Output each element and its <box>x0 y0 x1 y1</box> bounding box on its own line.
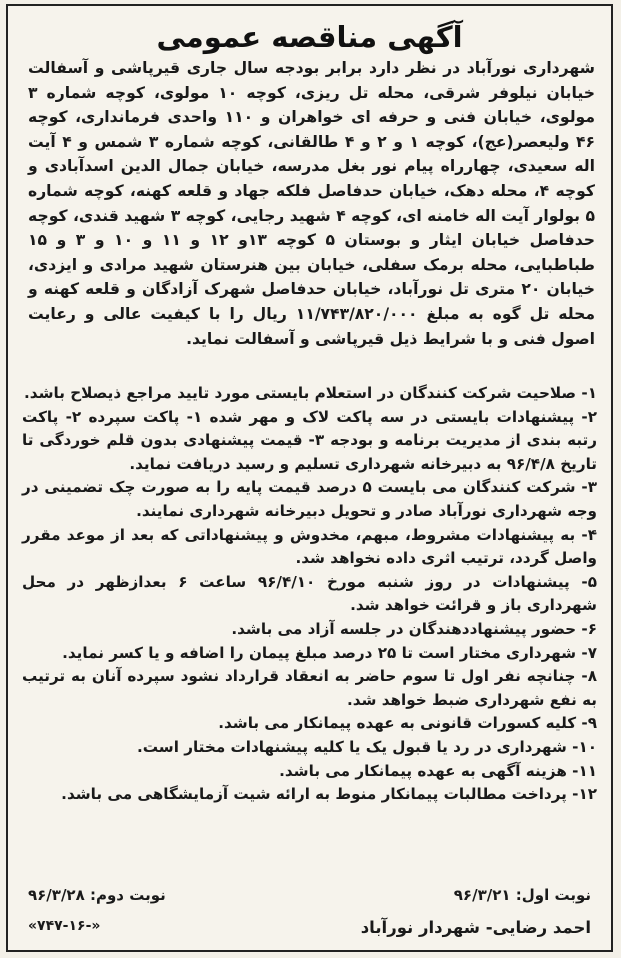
intro-paragraph: شهرداری نورآباد در نظر دارد برابر بودجه سال جاری قیرپاشی و آسفالت خیابان نیلوفر شرقی، محله تل ریزی، کوچه ۱۰ مولوی، کوچه شماره ۳ مولوی، خیابان فنی و حرفه ای خواهران و ۱۱۰ واحدی فرمانداری، کوچه ۴۶ ولیعصر(عج)، کوچه ۱ و ۲ و ۴ طالقانی، کوچه شماره ۳ شمس و ۴ آیت اله سعیدی، چهارراه پیام نور بغل مدرسه، خیابان جمال الدین اسدآبادی و کوچه ۴، محله دهک، خیابان حدفاصل فلکه جهاد و قلعه کهنه، کوچه شماره ۵ بولوار آیت اله خامنه ای، کوچه ۴ شهید رجایی، کوچه ۳ شهید قندی، کوچه حدفاصل خیابان ایثار و بوستان ۵ کوچه ۱۳و ۱۲ و ۱۱ و ۱۰ و ۳ و ۱۵ طباطبایی، محله برمک سفلی، خیابان بین هنرستان شهید مرادی و ایزدی، خیابان ۲۰ متری تل نورآباد، خیابان حدفاصل شهرک آزادگان و قلعه کهنه و محله تل گوه به مبلغ ۱۱/۷۴۳/۸۲۰/۰۰۰ ریال را با کیفیت عالی و رعایت اصول فنی و با شرایط ذیل قیرپاشی و آسفالت نماید. <box>28 59 595 348</box>
conditions-list <box>22 382 597 807</box>
condition-item: ۵- پیشنهادات در روز شنبه مورخ ۹۶/۴/۱۰ ساعت ۶ بعدازظهر در محل شهرداری باز و قرائت خواهد شد. <box>22 572 597 615</box>
condition-item: ۱۰- شهرداری در رد یا قبول یک یا کلیه پیشنهادات مختار است. <box>136 737 597 756</box>
condition-item: ۳- شرکت کنندگان می بایست ۵ درصد قیمت پایه را به صورت چک تضمینی در وجه شهرداری نورآباد صادر و تحویل دبیرخانه شهرداری نمایند. <box>22 478 597 520</box>
notice-title: آگهی مناقصه عمومی <box>156 20 463 54</box>
second-notice-date: نوبت دوم: ۹۶/۳/۲۸ <box>28 886 166 904</box>
signature-row <box>28 918 591 937</box>
condition-item: ۷- شهرداری مختار است تا ۲۵ درصد مبلغ پیمان را اضافه و یا کسر نماید. <box>62 643 597 662</box>
notice-frame <box>6 4 613 952</box>
reference-code: «۷۴۷-۱۶-» <box>28 918 101 934</box>
condition-item: ۱۲- پرداخت مطالبات پیمانکار منوط به ارائه شیت آزمایشگاهی می باشد. <box>61 785 597 804</box>
first-notice-date: نوبت اول: ۹۶/۳/۲۱ <box>453 886 591 904</box>
signature: احمد رضایی- شهردار نورآباد <box>360 918 591 937</box>
condition-item: ۱- صلاحیت شرکت کنندگان در استعلام بایستی مورد تایید مراجع ذیصلاح باشد. <box>24 384 597 402</box>
condition-item: ۲- پیشنهادات بایستی در سه پاکت لاک و مهر شده ۱- پاکت سپرده ۲- پاکت رتبه بندی از مدیریت برنامه و بودجه ۳- قیمت پیشنهادی بدون قلم خوردگی تا تاریخ ۹۶/۴/۸ به دبیرخانه شهرداری تسلیم و رسید دریافت نماید. <box>22 407 598 473</box>
condition-item: ۴- به پیشنهادات مشروط، مبهم، مخدوش و پیشنهاداتی که بعد از موعد مقرر واصل گردد، ترتیب اثری داده نخواهد شد. <box>22 525 597 568</box>
condition-item: ۹- کلیه کسورات قانونی به عهده پیمانکار می باشد. <box>218 714 597 733</box>
condition-item: ۶- حضور پیشنهاددهندگان در جلسه آزاد می باشد. <box>231 619 597 638</box>
condition-item: ۸- چنانچه نفر اول تا سوم حاضر به انعقاد قرارداد نشود سپرده آنان به ترتیب به نفع شهرداری ضبط خواهد شد. <box>22 667 597 709</box>
notice-dates <box>28 886 591 904</box>
condition-item: ۱۱- هزینه آگهی به عهده پیمانکار می باشد. <box>279 761 597 780</box>
